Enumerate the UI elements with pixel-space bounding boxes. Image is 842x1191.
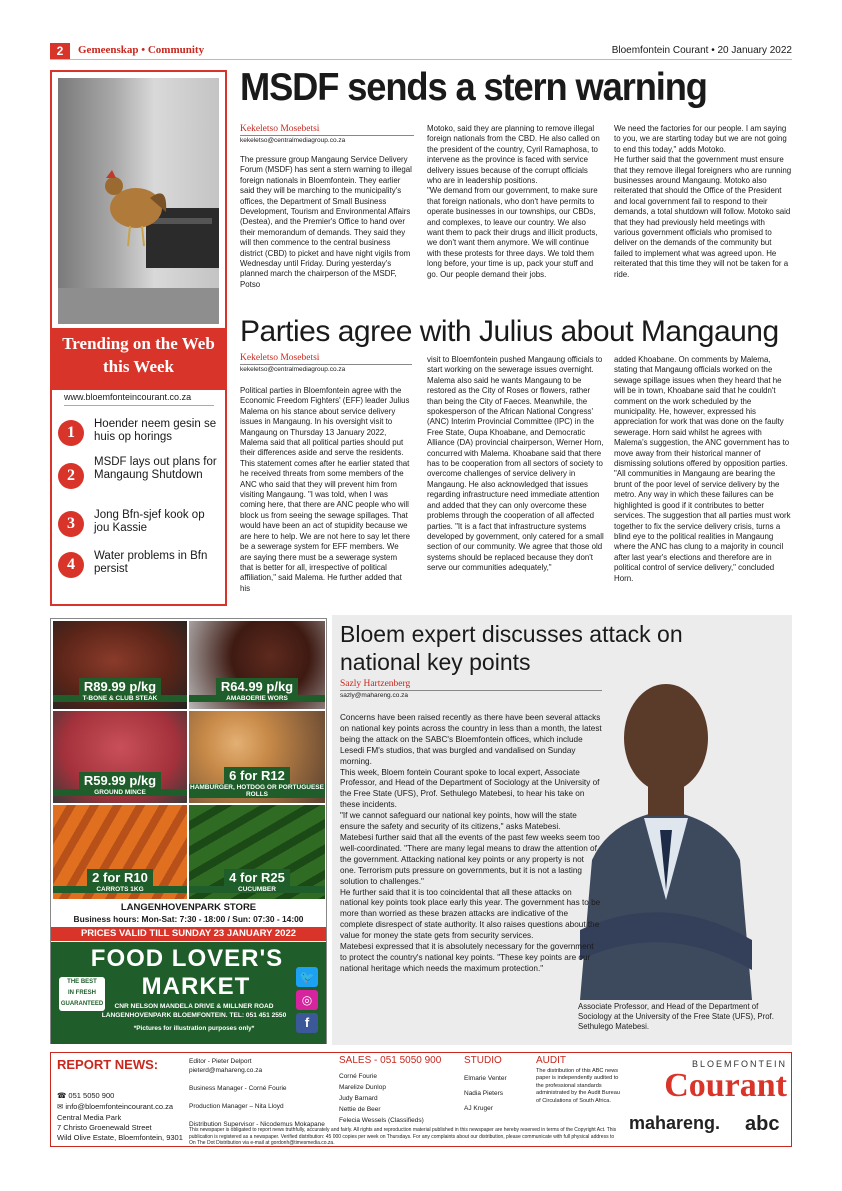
story3-email: sazly@mahareng.co.za bbox=[340, 690, 602, 699]
brand-name-1: FOOD LOVER'S bbox=[90, 945, 284, 972]
story2-email: kekeletso@centralmediagroup.co.za bbox=[240, 364, 412, 373]
price-label: 2 for R10 CARROTS 1KG bbox=[53, 869, 187, 893]
trending-rule bbox=[64, 405, 214, 406]
store-name: LANGENHOVENPARK STORE bbox=[120, 902, 257, 913]
brand-name-2: MARKET bbox=[141, 973, 251, 1000]
story1-col2: Motoko, said they are planning to remove illegal foreign nationals from the CBD. He also called on the president of the country, Cyril Ramaphosa, to intervene as the province is faced with service delivery issues because of the corrupt officials who are in leadership positions. "We demand from our government, to make sure that foreign nationals, who don't have permits to operate businesses in our townships, our CBDs, and complexes, to leave our country. We also want them to pack their drugs and illicit products, we don't want them anymore. We will continue with these protests for three days. We told them long before, your time is up, pack your stuff and go. Our people demand their jobs. bbox=[427, 124, 600, 279]
trend-link[interactable]: MSDF lays out plans for Mangaung Shutdown bbox=[94, 456, 217, 481]
ad-address-1: CNR NELSON MANDELA DRIVE & MILLNER ROAD bbox=[114, 1003, 274, 1010]
trending-url[interactable]: www.bloemfonteincourant.co.za bbox=[64, 392, 192, 402]
studio-title: STUDIO bbox=[464, 1055, 502, 1066]
trend-number: 1 bbox=[58, 420, 84, 446]
story1-col1: The pressure group Mangaung Service Delivery Forum (MSDF) has sent a stern warning to illegal foreign nationals in Bloemfontein. They earlier said they will be marching to the municipality's offices, the Department of Small Business Development, Tourism and Environmental Affairs (Destea), and the Premier's Office to hand over their memorandum of demands. They said they will then commence to the central business district (CBD) to picket and have night vigils from Wednesday until Friday. During yesterday's planned march the chairperson of the MSDF, Potso bbox=[240, 155, 412, 289]
trend-link[interactable]: Jong Bfn-sjef kook op jou Kassie bbox=[94, 509, 205, 534]
chicken-icon bbox=[58, 78, 219, 324]
story3-headline: Bloem expert discusses attack on national key points bbox=[340, 621, 683, 675]
ad-address-2: LANGENHOVENPARK BLOEMFONTEIN. TEL: 051 451 2550 bbox=[101, 1012, 287, 1019]
story2-col3: added Khoabane. On comments by Malema, stating that Mangaung officials worked on the sewage spillage issues when they heard that he will be in town, Khoabane said that he couldn't comment on the work scheduled by the municipality. He, however, expressed his appreciation for work that was done on the faulty sewerage. Horn said whilst he agrees with Malema's suggestion, the ANC government has to move away from their historical manner of dismissing solutions offered by opposition parties. "All communities in Mangaung are bearing the brunt of the poor level of service delivery by the metro. Any way in which these failures can be highlighted is good if it contributes to better services. The suggestion that all parties must work together to fix the service delivery crisis, turns a blind eye to the political realities in Mangaung where the ANC has clung to a majority in council after last year's elections and therefore are in political control of service delivery," concluded Horn. bbox=[614, 355, 791, 583]
price-label: R59.99 p/kg GROUND MINCE bbox=[53, 772, 187, 796]
abc-logo: abc bbox=[745, 1113, 780, 1135]
footer-phone[interactable]: ☎ 051 5050 900 bbox=[57, 1091, 115, 1100]
price-label: 6 for R12 HAMBURGER, HOTDOG OR PORTUGUESE ROLLS bbox=[190, 768, 324, 798]
story2-byline-block bbox=[240, 353, 412, 373]
trend-number: 2 bbox=[58, 463, 84, 489]
mahareng-logo: mahareng. bbox=[629, 1113, 721, 1133]
section-label: Gemeenskap • Community bbox=[78, 44, 205, 56]
trending-list bbox=[52, 412, 225, 592]
photo-caption: Associate Professor, and Head of the Department of Sociology at the University of the Free State (UFS), Prof. Sethulego Matebesi. bbox=[578, 1002, 774, 1031]
sales-staff: Corné Fourie Marelize Dunlop Judy Barnard Nettie de Beer Felecia Wessels (Classifieds) bbox=[339, 1073, 424, 1124]
paper-date: Bloemfontein Courant • 20 January 2022 bbox=[611, 45, 792, 56]
story1-headline: MSDF sends a stern warning bbox=[240, 66, 707, 109]
studio-staff: Elmarie Venter Nadia Pieters AJ Kruger bbox=[464, 1075, 507, 1112]
price-label: 4 for R25 CUCUMBER bbox=[189, 869, 325, 893]
store-hours: Business hours: Mon-Sat: 7:30 - 18:00 / Sun: 07:30 - 14:00 bbox=[73, 914, 304, 924]
footer-staff: Editor - Pieter Delport pieterd@mahareng.co.za Business Manager - Corné Fourie Production Manager – Nita Lloyd Distribution Supervisor - Nicodemus Mokapane bbox=[189, 1058, 325, 1128]
guarantee-badge: THE BEST IN FRESH GUARANTEED bbox=[59, 977, 105, 1011]
page-number: 2 bbox=[50, 43, 70, 59]
trend-number: 3 bbox=[58, 511, 84, 537]
chicken-photo bbox=[58, 78, 219, 324]
story1-byline-block bbox=[240, 124, 414, 144]
story1-byline: Kekeletso Mosebetsi bbox=[240, 124, 320, 134]
price-label: R89.99 p/kg T-BONE & CLUB STEAK bbox=[53, 678, 187, 702]
story2-headline: Parties agree with Julius about Mangaung bbox=[240, 315, 779, 348]
trend-link[interactable]: Water problems in Bfn persist bbox=[94, 550, 208, 575]
footer-disclaimer: This newspaper is obligated to report news truthfully, accurately and fairly. All rights and reproduction material published in this newspaper are hereby reserved in terms of the Copyright Act. This publication is registered as a newspaper. Verified distribution: 45 000 copies per week on Thursdays. For any complaints about our distribution, please communicate with full physical address to On The Dot Distribution via e-mail at gordonh@timesmedia.co.za. bbox=[189, 1127, 617, 1146]
trend-link[interactable]: Hoender neem gesin se huis op horings bbox=[94, 418, 217, 443]
story2-col2: visit to Bloemfontein pushed Mangaung officials to start working on the sewerage issues overnight. Malema also said he wants Mangaung to be restored as the City of Roses or flowers, rather than being the City of Faeces. Meanwhile, the spokesperson of the African National Congress' (ANC) Interim Provincial Committee (IPC) in the Free State, Oupa Khoabane, and Democratic Alliance (DA) provincial chairperson, Werner Horn, concurred with Malema. Khoabane said that there has to be cooperation from all sectors of society to overcome challenges of service delivery in Mangaung. He also acknowledged that issues regarding infrastructure need immediate attention and added that they can only overcome these problems through the cooperation of all affected parties. "It is a fact that infrastructure systems developed by government, only catered for a small section of our community. We agree that those old systems should be replaced because they don't serve our communities adequately," bbox=[427, 355, 604, 573]
food-lovers-ad[interactable] bbox=[50, 618, 327, 1044]
instagram-icon[interactable]: ◎ bbox=[296, 990, 318, 1010]
audit-text: The distribution of this ABC news paper is independently audited to the professional standards administrated by the Audit Bureau of Circulations of South Africa. bbox=[536, 1068, 620, 1104]
ad-note: *Pictures for illustration purposes only* bbox=[133, 1025, 255, 1032]
twitter-icon[interactable]: 🐦 bbox=[296, 967, 318, 987]
courant-logo: BLOEMFONTEIN Courant bbox=[664, 1059, 787, 1104]
footer-address: Central Media Park 7 Christo Groenewald Street Wild Olive Estate, Bloemfontein, 9301 bbox=[57, 1113, 183, 1142]
footer-email[interactable]: ✉ info@bloemfonteincourant.co.za bbox=[57, 1102, 174, 1111]
story1-email: kekeletso@centralmediagroup.co.za bbox=[240, 135, 414, 144]
facebook-icon[interactable]: f bbox=[296, 1013, 318, 1033]
page-header bbox=[50, 43, 792, 60]
report-news-label: REPORT NEWS: bbox=[57, 1057, 159, 1072]
trending-title: Trending on the Web this Week bbox=[62, 334, 215, 376]
sales-title: SALES - 051 5050 900 bbox=[339, 1055, 442, 1066]
valid-banner: PRICES VALID TILL SUNDAY 23 JANUARY 2022 bbox=[51, 927, 326, 941]
trend-number: 4 bbox=[58, 552, 84, 578]
trending-box bbox=[50, 70, 227, 606]
story2-col1: Political parties in Bloemfontein agree with the Economic Freedom Fighters' (EFF) leader Julius Malema on his stance about service delivery issues in Mangaung. In his oversight visit to Mangaung on Thursday 13 January 2022, Malema said that all political parties should put their differences aside and serve the residents. This statement comes after he earlier stated that he received threats from some members of the ANC who said that they will prevent him from visiting Mangaung. "I was told, when I was coming here, that there are ANC people who will block us from seeing the sewage spillages. That would have been an act of stupidity because we are here to help. We are not here to say let there be a sewerage system for EFF members. We are saying there must be a sewerage system that is better for all, irrespective of political affiliation," said Malema. He further added that his bbox=[240, 386, 411, 593]
story2-byline: Kekeletso Mosebetsi bbox=[240, 353, 320, 363]
story1-col3: We need the factories for our people. I am saying to you, we are starting today but we are not going to end this today," adds Motoko. He further said that the government must ensure that they remove illegal foreigners who are running businesses around Mangaung. Motoko also reiterated that should the Office of the President and local government fail to respond to their demands, a total shutdown will follow. Motoko said that they had previously held meetings with various government officials who promised to deliver on the demands of the community but failed to implement what was agreed upon. He reiterated that this time they will not be taken for a ride. bbox=[614, 124, 792, 279]
story3-byline: Sazly Hartzenberg bbox=[340, 679, 411, 689]
audit-title: AUDIT bbox=[536, 1055, 566, 1066]
story3-body: Concerns have been raised recently as there have been several attacks on national key points across the country in less than a month, the latest being the attack on the SABC's Bloemfontein offices, which include Lesedi FM's studios, that was burgled and vandalised on Sunday morning. This week, Bloem fontein Courant spoke to local expert, Associate Professor, and Head of the Department of Sociology at the University of the Free State (UFS), Prof. Sethulego Matebesi, to hear his take on these incidents. "If we cannot safeguard our national key points, how will the state ensure the safety and security of its citizens," asks Matebesi. Matebesi further said that all the events of the past few weeks seem too well-coordinated. "There are many legal means to draw the attention of the government. Attacking national key points or any property is not one. Terrorism puts pressure on governments, but it is not a lasting solution to challenges." He further said that it is too coincidental that all these attacks on national key points took place early this year. The government has to be more than worried as these brazen attacks are indicative of the complete disrespect of state authority. It also raises questions about the value for money the state gets from security services. Matebesi expressed that it is absolutely necessary for the government to protect the country's national key points. "These key points are our national heritage which needs the maximum protection." bbox=[340, 713, 602, 973]
price-label: R64.99 p/kg AMABOERIE WORS bbox=[189, 678, 325, 702]
masthead-footer bbox=[50, 1052, 792, 1147]
